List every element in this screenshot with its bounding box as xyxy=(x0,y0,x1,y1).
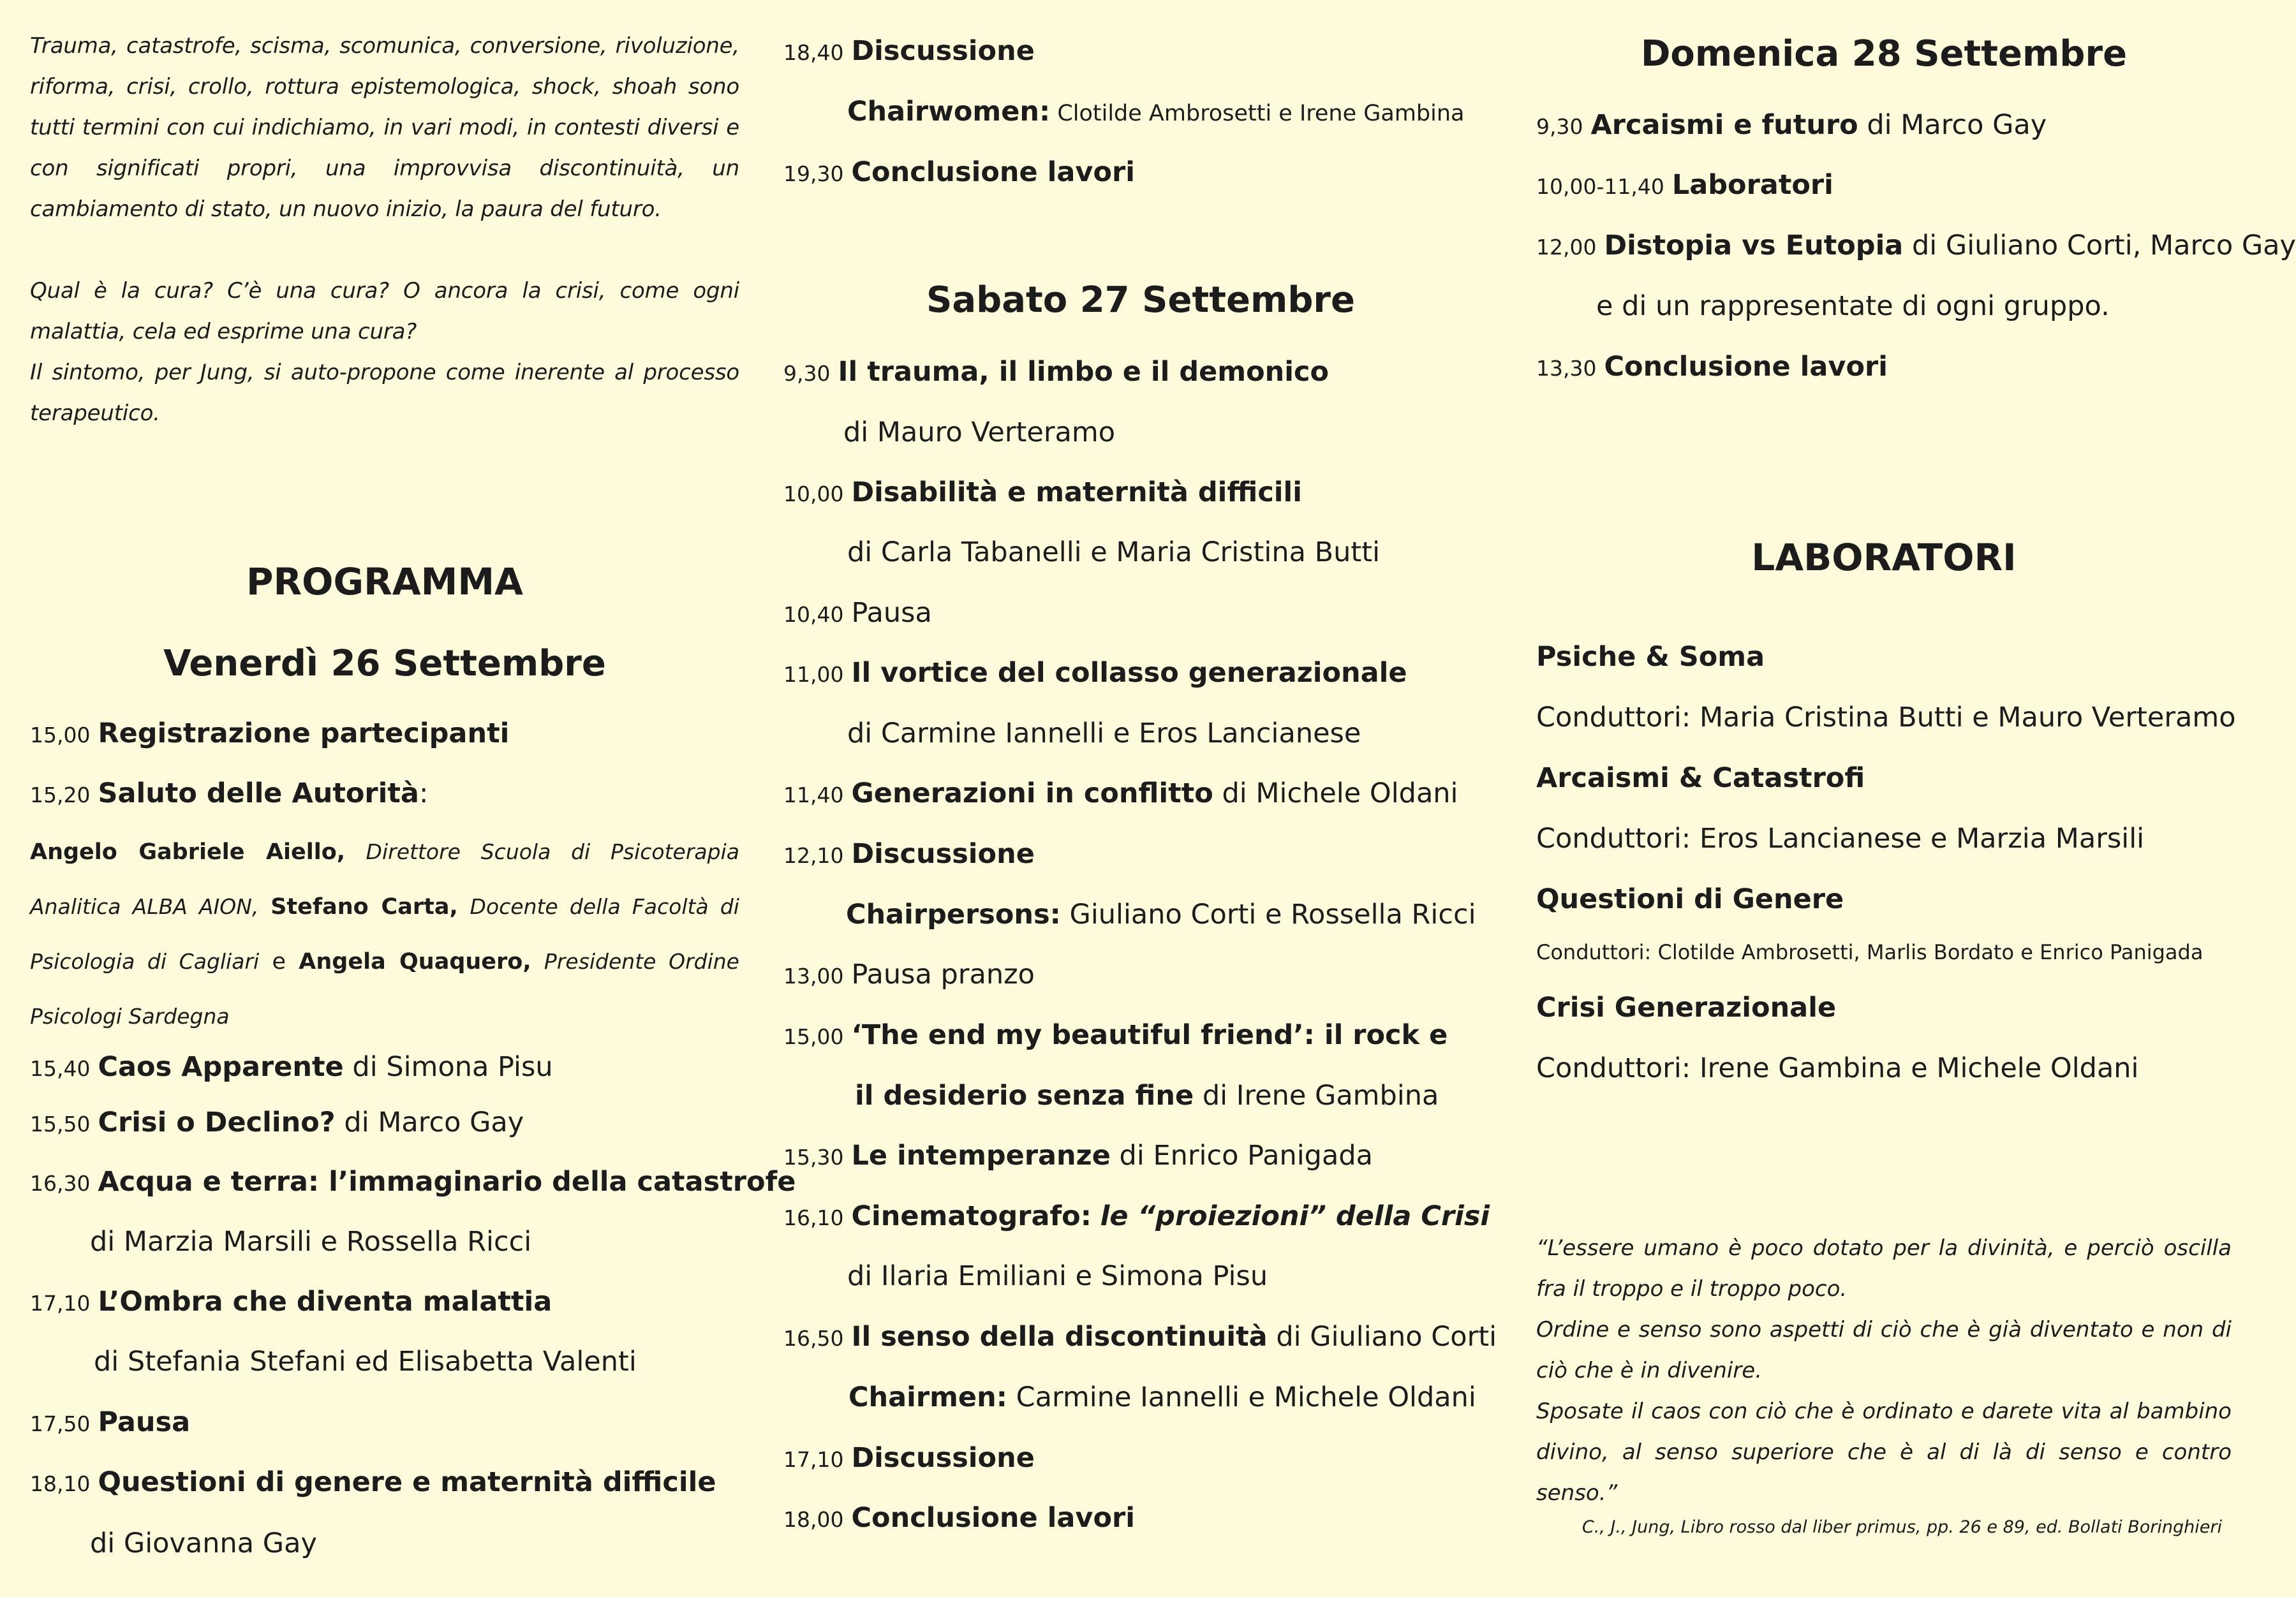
time: 15,00 xyxy=(30,723,91,747)
event-speakers: di Carmine Iannelli e Eros Lancianese xyxy=(847,718,1361,749)
schedule-row xyxy=(783,473,1302,513)
time: 18,40 xyxy=(783,40,844,65)
schedule-row xyxy=(783,654,1407,694)
schedule-row xyxy=(1536,166,1833,206)
event-title: Conclusione lavori xyxy=(851,1502,1135,1534)
saturday-title: Sabato 27 Settembre xyxy=(926,279,1356,321)
event-title: Il vortice del collasso generazionale xyxy=(851,657,1407,689)
intro-paragraph-3: Il sintomo, per Jung, si auto-propone come inerente al processo terapeutico. xyxy=(30,360,739,426)
schedule-row xyxy=(783,1318,1497,1358)
authority-name: Stefano Carta, xyxy=(270,894,458,920)
event-title: Pausa xyxy=(98,1406,191,1438)
schedule-row xyxy=(783,1197,1490,1237)
time: 10,40 xyxy=(783,602,844,627)
time: 17,50 xyxy=(30,1411,91,1436)
quote-text: Sposate il caos con ciò che è ordinato e darete vita al bambino divino, al senso superiore che è al di là di senso e contro senso.” xyxy=(1536,1399,2232,1506)
event-speakers: di Michele Oldani xyxy=(1213,777,1458,809)
event-title: Caos Apparente xyxy=(98,1051,344,1083)
schedule-row xyxy=(1536,106,2047,146)
chair-label: Chairwomen: xyxy=(847,96,1051,128)
column-right xyxy=(1536,0,2296,1597)
event-title: Cinematografo: xyxy=(851,1200,1092,1232)
time: 15,50 xyxy=(30,1112,91,1137)
event-speakers: di Marco Gay xyxy=(335,1107,524,1138)
schedule-row xyxy=(30,774,428,814)
lab-leaders: Conduttori: Eros Lancianese e Marzia Marsili xyxy=(1536,823,2145,855)
event-title: Conclusione lavori xyxy=(851,156,1135,188)
time: 15,30 xyxy=(783,1145,844,1170)
intro-text xyxy=(30,26,739,434)
schedule-row xyxy=(783,835,1035,875)
time: 16,30 xyxy=(30,1171,91,1196)
chair-row xyxy=(783,1378,1476,1417)
time: 17,10 xyxy=(30,1291,91,1316)
event-title: Arcaismi e futuro xyxy=(1590,109,1858,141)
column-left xyxy=(30,0,796,1597)
sunday-title: Domenica 28 Settembre xyxy=(1640,33,2128,75)
lab-leaders: Conduttori: Irene Gambina e Michele Oldani xyxy=(1536,1052,2139,1084)
schedule-row xyxy=(30,1163,796,1203)
schedule-row xyxy=(783,594,932,634)
event-speakers: di Ilaria Emiliani e Simona Pisu xyxy=(847,1260,1268,1292)
authority-role: Direttore Scuola di Psicoterapia Analitica ALBA AION, xyxy=(30,839,739,919)
event-speakers: di Stefania Stefani ed Elisabetta Valenti xyxy=(94,1346,637,1378)
event-title: Discussione xyxy=(851,1442,1035,1474)
chair-label: Chairmen: xyxy=(848,1381,1007,1413)
time: 10,00 xyxy=(783,482,844,506)
event-title: ‘The end my beautiful friend’: il rock e xyxy=(851,1019,1448,1051)
event-speakers: di Giovanna Gay xyxy=(90,1527,317,1559)
event-speakers: di Enrico Panigada xyxy=(1110,1140,1373,1172)
event-title: Pausa xyxy=(851,597,932,629)
time: 18,10 xyxy=(30,1471,91,1496)
schedule-row xyxy=(783,153,1135,193)
friday-title: Venerdì 26 Settembre xyxy=(163,643,606,684)
event-title: Acqua e terra: l’immaginario della catastrofe xyxy=(98,1166,796,1198)
event-title: Saluto delle Autorità xyxy=(98,777,419,809)
event-title: Questioni di genere e maternità difficile xyxy=(98,1466,716,1498)
time: 9,30 xyxy=(783,361,831,386)
chair-names: Clotilde Ambrosetti e Irene Gambina xyxy=(1050,101,1465,126)
authorities-list xyxy=(30,825,739,1044)
time: 12,10 xyxy=(783,843,844,868)
schedule-row xyxy=(783,955,1035,996)
lab-name: Psiche & Soma xyxy=(1536,641,1765,673)
authority-role: Docente della Facoltà di Psicologia di Cagliari xyxy=(30,894,739,974)
laboratori-title: LABORATORI xyxy=(1751,536,2017,579)
lab-name: Questioni di Genere xyxy=(1536,883,1844,915)
schedule-row xyxy=(783,1016,1448,1056)
event-title: Laboratori xyxy=(1671,169,1833,201)
authority-name: Angela Quaquero, xyxy=(299,949,531,975)
event-subtitle: le “proiezioni” della Crisi xyxy=(1100,1200,1490,1232)
programma-title: PROGRAMMA xyxy=(246,560,523,603)
schedule-row xyxy=(30,1103,524,1144)
chair-row xyxy=(783,895,1476,934)
schedule-row xyxy=(30,714,509,754)
lab-leaders: Conduttori: Maria Cristina Butti e Mauro Verteramo xyxy=(1536,702,2236,733)
authority-name: Angelo Gabriele Aiello, xyxy=(30,839,346,865)
schedule-row xyxy=(783,1439,1035,1479)
event-speakers: di Mauro Verteramo xyxy=(843,416,1116,448)
quote-text: “L’essere umano è poco dotato per la divinità, e perciò oscilla fra il troppo e il troppo poco. xyxy=(1536,1235,2232,1302)
event-suffix: : xyxy=(418,777,429,809)
chair-row xyxy=(783,92,1465,133)
event-title: Crisi o Declino? xyxy=(98,1107,336,1138)
time: 15,40 xyxy=(30,1056,91,1081)
event-title: Discussione xyxy=(851,838,1035,870)
event-title: Distopia vs Eutopia xyxy=(1604,230,1904,261)
quote-text: Ordine e senso sono aspetti di ciò che è già diventato e non di ciò che è in divenire. xyxy=(1536,1317,2232,1383)
schedule-row xyxy=(783,32,1035,72)
schedule-row xyxy=(30,1283,552,1323)
time: 11,40 xyxy=(783,783,844,807)
event-title: L’Ombra che diventa malattia xyxy=(98,1286,552,1318)
event-speakers: di Irene Gambina xyxy=(1194,1080,1439,1112)
event-speakers: di Simona Pisu xyxy=(343,1051,553,1083)
event-speakers: di Giuliano Corti, Marco Gay xyxy=(1903,230,2296,261)
time: 19,30 xyxy=(783,161,844,186)
event-speakers: di Marzia Marsili e Rossella Ricci xyxy=(90,1226,532,1258)
event-title: Pausa pranzo xyxy=(851,959,1035,990)
event-title: il desiderio senza fine xyxy=(855,1080,1194,1112)
schedule-row xyxy=(1536,348,1888,388)
event-speakers: di Carla Tabanelli e Maria Cristina Butti xyxy=(847,536,1381,568)
authority-role: Presidente Ordine Psicologi Sardegna xyxy=(30,949,739,1029)
event-title: Registrazione partecipanti xyxy=(98,718,510,749)
time: 17,10 xyxy=(783,1447,844,1472)
event-speakers: di Marco Gay xyxy=(1858,109,2047,141)
event-title: Le intemperanze xyxy=(851,1140,1111,1172)
event-continued xyxy=(783,1077,1439,1115)
schedule-row xyxy=(783,353,1329,393)
time: 10,00-11,40 xyxy=(1536,174,1664,199)
schedule-row xyxy=(30,1403,190,1443)
time: 16,10 xyxy=(783,1205,844,1230)
time: 11,00 xyxy=(783,662,844,687)
time: 18,00 xyxy=(783,1507,844,1532)
schedule-row xyxy=(30,1463,716,1503)
schedule-row xyxy=(1536,226,2296,267)
time: 12,00 xyxy=(1536,235,1597,260)
schedule-row xyxy=(783,1137,1373,1177)
event-speakers: di Giuliano Corti xyxy=(1267,1321,1497,1353)
chair-names: Carmine Iannelli e Michele Oldani xyxy=(1007,1381,1476,1413)
event-title: Disabilità e maternità difficili xyxy=(851,476,1303,508)
intro-paragraph-2: Qual è la cura? C’è una cura? O ancora la crisi, come ogni malattia, cela ed esprime una cura? xyxy=(30,278,739,344)
event-title: Discussione xyxy=(851,35,1035,67)
jung-quote xyxy=(1536,1228,2232,1540)
time: 15,00 xyxy=(783,1024,844,1049)
lab-leaders: Conduttori: Clotilde Ambrosetti, Marlis Bordato e Enrico Panigada xyxy=(1536,940,2203,964)
lab-name: Arcaismi & Catastrofi xyxy=(1536,762,1865,794)
time: 15,20 xyxy=(30,783,91,807)
time: 9,30 xyxy=(1536,114,1583,139)
quote-citation: C., J., Jung, Libro rosso dal liber primus, pp. 26 e 89, ed. Bollati Boringhieri xyxy=(1581,1517,2222,1537)
chair-label: Chairpersons: xyxy=(846,899,1061,931)
intro-paragraph-1: Trauma, catastrofe, scisma, scomunica, conversione, rivoluzione, riforma, crisi, crollo, rottura epistemologica, shock, shoah sono tutti termini con cui indichiamo, in vari modi, in contesti diversi e con significati propri, una improvvisa discontinuità, un cambiamento di stato, un nuovo inizio, la paura del futuro. xyxy=(30,33,739,222)
column-middle xyxy=(783,0,1498,1597)
schedule-row xyxy=(783,774,1458,814)
event-title: Generazioni in conflitto xyxy=(851,777,1213,809)
event-title: Conclusione lavori xyxy=(1604,351,1888,383)
chair-names: Giuliano Corti e Rossella Ricci xyxy=(1060,899,1476,931)
time: 13,30 xyxy=(1536,356,1597,381)
event-speakers: e di un rappresentate di ogni gruppo. xyxy=(1596,290,2110,322)
schedule-row xyxy=(30,1048,553,1088)
time: 13,00 xyxy=(783,964,844,989)
event-title: Il trauma, il limbo e il demonico xyxy=(838,356,1329,388)
event-title: Il senso della discontinuità xyxy=(851,1321,1268,1353)
conjunction: e xyxy=(272,949,286,975)
schedule-row xyxy=(783,1499,1135,1539)
time: 16,50 xyxy=(783,1326,844,1351)
lab-name: Crisi Generazionale xyxy=(1536,992,1837,1024)
